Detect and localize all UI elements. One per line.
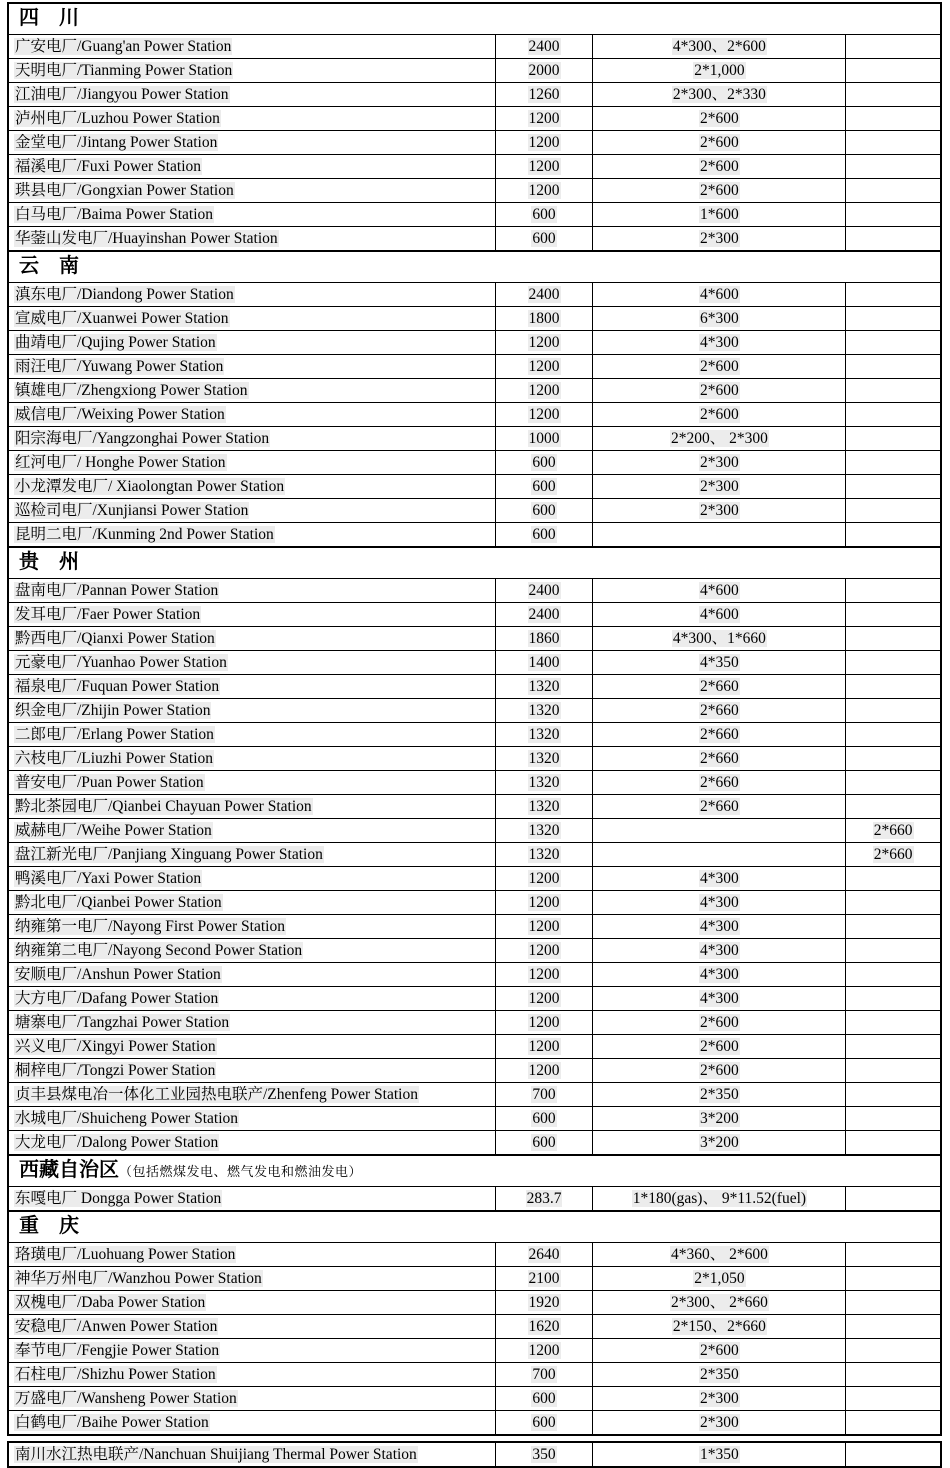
province-title: 贵 州 (19, 551, 79, 573)
table-row (8, 843, 941, 867)
table-row (8, 819, 941, 843)
extra-unit-cell (846, 915, 941, 939)
extra-unit-cell (846, 203, 941, 227)
table-row (8, 987, 941, 1011)
unit-config-cell: 2*300 (593, 451, 846, 475)
capacity-mw-cell: 283.7 (495, 1187, 593, 1212)
unit-config-cell: 4*300 (593, 939, 846, 963)
table-row (8, 227, 941, 252)
table-row (8, 1187, 941, 1212)
station-name-cell: 泸州电厂/Luzhou Power Station (8, 107, 495, 131)
unit-config-cell: 2*660 (593, 795, 846, 819)
station-name-cell: 盘江新光电厂/Panjiang Xinguang Power Station (8, 843, 495, 867)
capacity-mw-cell: 1320 (495, 819, 593, 843)
table-row (8, 675, 941, 699)
station-name-cell: 水城电厂/Shuicheng Power Station (8, 1107, 495, 1131)
unit-config-cell: 2*600 (593, 1011, 846, 1035)
unit-config-cell: 4*600 (593, 603, 846, 627)
extra-unit-cell (846, 1083, 941, 1107)
station-name-cell: 广安电厂/Guang'an Power Station (8, 35, 495, 59)
station-name-cell: 发耳电厂/Faer Power Station (8, 603, 495, 627)
capacity-mw-cell: 600 (495, 499, 593, 523)
capacity-mw-cell: 1200 (495, 379, 593, 403)
capacity-mw-cell: 1200 (495, 179, 593, 203)
unit-config-cell (593, 843, 846, 867)
extra-unit-cell (846, 963, 941, 987)
capacity-mw-cell: 1200 (495, 107, 593, 131)
extra-unit-cell (846, 475, 941, 499)
unit-config-cell: 4*300、2*600 (593, 35, 846, 59)
capacity-mw-cell: 1200 (495, 403, 593, 427)
unit-config-cell: 4*300 (593, 987, 846, 1011)
unit-config-cell: 2*1,000 (593, 59, 846, 83)
table-row (8, 747, 941, 771)
table-row (8, 83, 941, 107)
extra-unit-cell (846, 867, 941, 891)
unit-config-cell: 2*300、2*330 (593, 83, 846, 107)
province-header-cell (8, 1155, 941, 1187)
province-title: 四 川 (19, 7, 79, 29)
unit-config-cell: 2*600 (593, 155, 846, 179)
station-name-cell: 黔北茶园电厂/Qianbei Chayuan Power Station (8, 795, 495, 819)
station-name-cell: 红河电厂/ Honghe Power Station (8, 451, 495, 475)
capacity-mw-cell: 2000 (495, 59, 593, 83)
unit-config-cell: 2*300 (593, 1387, 846, 1411)
capacity-mw-cell: 1800 (495, 307, 593, 331)
table-row (8, 939, 941, 963)
table-row (8, 867, 941, 891)
station-name-cell: 滇东电厂/Diandong Power Station (8, 283, 495, 307)
unit-config-cell: 2*660 (593, 747, 846, 771)
capacity-mw-cell: 1260 (495, 83, 593, 107)
station-name-cell: 普安电厂/Puan Power Station (8, 771, 495, 795)
province-table (7, 546, 942, 1156)
unit-config-cell: 4*300、1*660 (593, 627, 846, 651)
table-row (8, 1363, 941, 1387)
capacity-mw-cell: 2100 (495, 1267, 593, 1291)
capacity-mw-cell: 1620 (495, 1315, 593, 1339)
table-row (8, 627, 941, 651)
unit-config-cell: 2*600 (593, 1059, 846, 1083)
unit-config-cell (593, 523, 846, 548)
unit-config-cell: 2*200、 2*300 (593, 427, 846, 451)
table-row (8, 1035, 941, 1059)
capacity-mw-cell: 350 (495, 1442, 593, 1467)
extra-unit-cell (846, 939, 941, 963)
station-name-cell: 纳雍第二电厂/Nayong Second Power Station (8, 939, 495, 963)
station-name-cell: 威赫电厂/Weihe Power Station (8, 819, 495, 843)
unit-config-cell: 2*600 (593, 379, 846, 403)
capacity-mw-cell: 1200 (495, 131, 593, 155)
unit-config-cell: 2*660 (593, 675, 846, 699)
extra-unit-cell (846, 987, 941, 1011)
extra-unit-cell (846, 1131, 941, 1156)
extra-unit-cell (846, 131, 941, 155)
unit-config-cell: 4*360、 2*600 (593, 1243, 846, 1267)
province-header-cell (8, 1211, 941, 1243)
capacity-mw-cell: 600 (495, 523, 593, 548)
capacity-mw-cell: 1200 (495, 867, 593, 891)
extra-unit-cell (846, 1363, 941, 1387)
province-header-row (8, 1155, 941, 1187)
unit-config-cell: 4*600 (593, 283, 846, 307)
station-name-cell: 黔北电厂/Qianbei Power Station (8, 891, 495, 915)
extra-unit-cell (846, 35, 941, 59)
extra-unit-cell (846, 331, 941, 355)
table-row (8, 131, 941, 155)
province-header-row (8, 547, 941, 579)
capacity-mw-cell: 1320 (495, 795, 593, 819)
table-row (8, 699, 941, 723)
capacity-mw-cell: 1320 (495, 843, 593, 867)
province-header-row (8, 1211, 941, 1243)
table-row (8, 1411, 941, 1436)
station-name-cell: 鸭溪电厂/Yaxi Power Station (8, 867, 495, 891)
station-name-cell: 阳宗海电厂/Yangzonghai Power Station (8, 427, 495, 451)
station-name-cell: 贞丰县煤电冶一体化工业园热电联产/Zhenfeng Power Station (8, 1083, 495, 1107)
station-name-cell: 福泉电厂/Fuquan Power Station (8, 675, 495, 699)
station-name-cell: 大龙电厂/Dalong Power Station (8, 1131, 495, 1156)
station-name-cell: 福溪电厂/Fuxi Power Station (8, 155, 495, 179)
capacity-mw-cell: 1200 (495, 1011, 593, 1035)
station-name-cell: 江油电厂/Jiangyou Power Station (8, 83, 495, 107)
table-row (8, 1267, 941, 1291)
unit-config-cell: 2*660 (593, 723, 846, 747)
table-row (8, 579, 941, 603)
extra-unit-cell (846, 699, 941, 723)
table-row (8, 427, 941, 451)
capacity-mw-cell: 700 (495, 1083, 593, 1107)
table-row (8, 771, 941, 795)
table-row (8, 1107, 941, 1131)
province-header-cell (8, 3, 941, 35)
capacity-mw-cell: 2400 (495, 283, 593, 307)
province-header-row (8, 251, 941, 283)
station-name-cell: 东嘎电厂 Dongga Power Station (8, 1187, 495, 1212)
capacity-mw-cell: 600 (495, 1387, 593, 1411)
unit-config-cell: 2*600 (593, 179, 846, 203)
unit-config-cell: 4*300 (593, 963, 846, 987)
station-name-cell: 六枝电厂/Liuzhi Power Station (8, 747, 495, 771)
station-name-cell: 安顺电厂/Anshun Power Station (8, 963, 495, 987)
unit-config-cell: 2*600 (593, 1035, 846, 1059)
station-name-cell: 雨汪电厂/Yuwang Power Station (8, 355, 495, 379)
unit-config-cell: 2*350 (593, 1363, 846, 1387)
capacity-mw-cell: 600 (495, 1131, 593, 1156)
extra-unit-cell (846, 155, 941, 179)
extra-unit-cell (846, 651, 941, 675)
station-name-cell: 盘南电厂/Pannan Power Station (8, 579, 495, 603)
capacity-mw-cell: 600 (495, 1107, 593, 1131)
table-row (8, 891, 941, 915)
extra-unit-cell (846, 179, 941, 203)
capacity-mw-cell: 2400 (495, 35, 593, 59)
province-table (7, 1441, 942, 1468)
station-name-cell: 黔西电厂/Qianxi Power Station (8, 627, 495, 651)
extra-unit-cell (846, 1442, 941, 1467)
table-row (8, 475, 941, 499)
unit-config-cell: 6*300 (593, 307, 846, 331)
capacity-mw-cell: 1200 (495, 987, 593, 1011)
extra-unit-cell (846, 499, 941, 523)
extra-unit-cell (846, 83, 941, 107)
table-row (8, 963, 941, 987)
table-row (8, 331, 941, 355)
extra-unit-cell: 2*660 (846, 819, 941, 843)
station-name-cell: 万盛电厂/Wansheng Power Station (8, 1387, 495, 1411)
province-header-cell (8, 251, 941, 283)
table-row (8, 107, 941, 131)
station-name-cell: 金堂电厂/Jintang Power Station (8, 131, 495, 155)
capacity-mw-cell: 600 (495, 1411, 593, 1436)
table-row (8, 1131, 941, 1156)
capacity-mw-cell: 1200 (495, 355, 593, 379)
station-name-cell: 奉节电厂/Fengjie Power Station (8, 1339, 495, 1363)
capacity-mw-cell: 1400 (495, 651, 593, 675)
table-row (8, 1315, 941, 1339)
station-name-cell: 安稳电厂/Anwen Power Station (8, 1315, 495, 1339)
table-row (8, 723, 941, 747)
unit-config-cell: 3*200 (593, 1107, 846, 1131)
station-name-cell: 石柱电厂/Shizhu Power Station (8, 1363, 495, 1387)
province-title: 云 南 (19, 255, 79, 277)
extra-unit-cell: 2*660 (846, 843, 941, 867)
extra-unit-cell (846, 107, 941, 131)
station-name-cell: 白马电厂/Baima Power Station (8, 203, 495, 227)
station-name-cell: 曲靖电厂/Qujing Power Station (8, 331, 495, 355)
station-name-cell: 桐梓电厂/Tongzi Power Station (8, 1059, 495, 1083)
extra-unit-cell (846, 1011, 941, 1035)
station-name-cell: 天明电厂/Tianming Power Station (8, 59, 495, 83)
table-row (8, 915, 941, 939)
capacity-mw-cell: 1320 (495, 747, 593, 771)
table-row (8, 1339, 941, 1363)
capacity-mw-cell: 1320 (495, 723, 593, 747)
unit-config-cell: 4*600 (593, 579, 846, 603)
unit-config-cell: 1*600 (593, 203, 846, 227)
capacity-mw-cell: 700 (495, 1363, 593, 1387)
capacity-mw-cell: 2640 (495, 1243, 593, 1267)
unit-config-cell: 2*600 (593, 131, 846, 155)
station-name-cell: 大方电厂/Dafang Power Station (8, 987, 495, 1011)
table-row (8, 283, 941, 307)
unit-config-cell: 2*1,050 (593, 1267, 846, 1291)
capacity-mw-cell: 1200 (495, 1059, 593, 1083)
extra-unit-cell (846, 523, 941, 548)
province-header-cell (8, 547, 941, 579)
unit-config-cell: 2*300 (593, 227, 846, 252)
extra-unit-cell (846, 227, 941, 252)
extra-unit-cell (846, 1243, 941, 1267)
table-row (8, 379, 941, 403)
unit-config-cell: 2*300 (593, 499, 846, 523)
station-name-cell: 双槐电厂/Daba Power Station (8, 1291, 495, 1315)
table-row (8, 155, 941, 179)
table-row (8, 403, 941, 427)
extra-unit-cell (846, 355, 941, 379)
capacity-mw-cell: 1860 (495, 627, 593, 651)
unit-config-cell: 4*300 (593, 915, 846, 939)
table-row (8, 795, 941, 819)
station-name-cell: 兴义电厂/Xingyi Power Station (8, 1035, 495, 1059)
extra-unit-cell (846, 579, 941, 603)
table-row (8, 1083, 941, 1107)
unit-config-cell: 1*350 (593, 1442, 846, 1467)
extra-unit-cell (846, 627, 941, 651)
station-name-cell: 塘寨电厂/Tangzhai Power Station (8, 1011, 495, 1035)
capacity-mw-cell: 1200 (495, 1339, 593, 1363)
station-name-cell: 昆明二电厂/Kunming 2nd Power Station (8, 523, 495, 548)
extra-unit-cell (846, 771, 941, 795)
station-name-cell: 织金电厂/Zhijin Power Station (8, 699, 495, 723)
capacity-mw-cell: 1200 (495, 891, 593, 915)
extra-unit-cell (846, 1035, 941, 1059)
capacity-mw-cell: 1320 (495, 699, 593, 723)
table-row (8, 1291, 941, 1315)
unit-config-cell: 2*660 (593, 699, 846, 723)
table-row (8, 1011, 941, 1035)
capacity-mw-cell: 1000 (495, 427, 593, 451)
unit-config-cell: 2*660 (593, 771, 846, 795)
unit-config-cell: 2*600 (593, 107, 846, 131)
station-name-cell: 南川水江热电联产/Nanchuan Shuijiang Thermal Power Station (8, 1442, 495, 1467)
extra-unit-cell (846, 603, 941, 627)
extra-unit-cell (846, 283, 941, 307)
unit-config-cell (593, 819, 846, 843)
province-table (7, 1154, 942, 1212)
table-row (8, 499, 941, 523)
station-name-cell: 威信电厂/Weixing Power Station (8, 403, 495, 427)
table-row (8, 35, 941, 59)
table-row (8, 1387, 941, 1411)
station-name-cell: 神华万州电厂/Wanzhou Power Station (8, 1267, 495, 1291)
unit-config-cell: 4*300 (593, 331, 846, 355)
capacity-mw-cell: 2400 (495, 603, 593, 627)
table-row (8, 603, 941, 627)
table-row (8, 1059, 941, 1083)
capacity-mw-cell: 600 (495, 451, 593, 475)
station-name-cell: 珙县电厂/Gongxian Power Station (8, 179, 495, 203)
table-row (8, 355, 941, 379)
extra-unit-cell (846, 1059, 941, 1083)
capacity-mw-cell: 1200 (495, 331, 593, 355)
station-name-cell: 白鹤电厂/Baihe Power Station (8, 1411, 495, 1436)
capacity-mw-cell: 600 (495, 227, 593, 252)
capacity-mw-cell: 1320 (495, 675, 593, 699)
province-table (7, 1210, 942, 1436)
extra-unit-cell (846, 723, 941, 747)
extra-unit-cell (846, 379, 941, 403)
extra-unit-cell (846, 891, 941, 915)
province-title: 重 庆 (19, 1215, 79, 1237)
station-name-cell: 纳雍第一电厂/Nayong First Power Station (8, 915, 495, 939)
table-row (8, 1442, 941, 1467)
extra-unit-cell (846, 403, 941, 427)
province-title: 西藏自治区 (19, 1159, 119, 1181)
table-row (8, 451, 941, 475)
extra-unit-cell (846, 675, 941, 699)
station-name-cell: 元豪电厂/Yuanhao Power Station (8, 651, 495, 675)
extra-unit-cell (846, 795, 941, 819)
unit-config-cell: 2*300、 2*660 (593, 1291, 846, 1315)
table-row (8, 307, 941, 331)
table-row (8, 1243, 941, 1267)
extra-unit-cell (846, 1387, 941, 1411)
province-note: （包括燃煤发电、燃气发电和燃油发电） (119, 1164, 363, 1179)
extra-unit-cell (846, 1267, 941, 1291)
station-name-cell: 珞璜电厂/Luohuang Power Station (8, 1243, 495, 1267)
unit-config-cell: 4*300 (593, 891, 846, 915)
unit-config-cell: 2*300 (593, 475, 846, 499)
capacity-mw-cell: 1200 (495, 1035, 593, 1059)
extra-unit-cell (846, 59, 941, 83)
unit-config-cell: 3*200 (593, 1131, 846, 1156)
table-row (8, 59, 941, 83)
unit-config-cell: 2*600 (593, 403, 846, 427)
table-row (8, 179, 941, 203)
station-name-cell: 二郎电厂/Erlang Power Station (8, 723, 495, 747)
unit-config-cell: 2*350 (593, 1083, 846, 1107)
capacity-mw-cell: 1920 (495, 1291, 593, 1315)
capacity-mw-cell: 1200 (495, 963, 593, 987)
unit-config-cell: 2*150、2*660 (593, 1315, 846, 1339)
table-row (8, 651, 941, 675)
extra-unit-cell (846, 1291, 941, 1315)
extra-unit-cell (846, 451, 941, 475)
province-header-row (8, 3, 941, 35)
capacity-mw-cell: 1200 (495, 915, 593, 939)
capacity-mw-cell: 1200 (495, 939, 593, 963)
station-name-cell: 宣威电厂/Xuanwei Power Station (8, 307, 495, 331)
table-row (8, 203, 941, 227)
unit-config-cell: 2*300 (593, 1411, 846, 1436)
station-name-cell: 小龙潭发电厂/ Xiaolongtan Power Station (8, 475, 495, 499)
unit-config-cell: 2*600 (593, 355, 846, 379)
capacity-mw-cell: 1320 (495, 771, 593, 795)
unit-config-cell: 4*300 (593, 867, 846, 891)
station-name-cell: 巡检司电厂/Xunjiansi Power Station (8, 499, 495, 523)
unit-config-cell: 1*180(gas)、 9*11.52(fuel) (593, 1187, 846, 1212)
unit-config-cell: 2*600 (593, 1339, 846, 1363)
station-name-cell: 镇雄电厂/Zhengxiong Power Station (8, 379, 495, 403)
extra-unit-cell (846, 427, 941, 451)
capacity-mw-cell: 1200 (495, 155, 593, 179)
extra-unit-cell (846, 1411, 941, 1436)
province-table (7, 2, 942, 252)
unit-config-cell: 4*350 (593, 651, 846, 675)
extra-unit-cell (846, 307, 941, 331)
extra-unit-cell (846, 1107, 941, 1131)
capacity-mw-cell: 2400 (495, 579, 593, 603)
table-row (8, 523, 941, 548)
station-name-cell: 华蓥山发电厂/Huayinshan Power Station (8, 227, 495, 252)
province-table (7, 250, 942, 548)
capacity-mw-cell: 600 (495, 475, 593, 499)
extra-unit-cell (846, 1339, 941, 1363)
extra-unit-cell (846, 1315, 941, 1339)
capacity-mw-cell: 600 (495, 203, 593, 227)
extra-unit-cell (846, 1187, 941, 1212)
extra-unit-cell (846, 747, 941, 771)
